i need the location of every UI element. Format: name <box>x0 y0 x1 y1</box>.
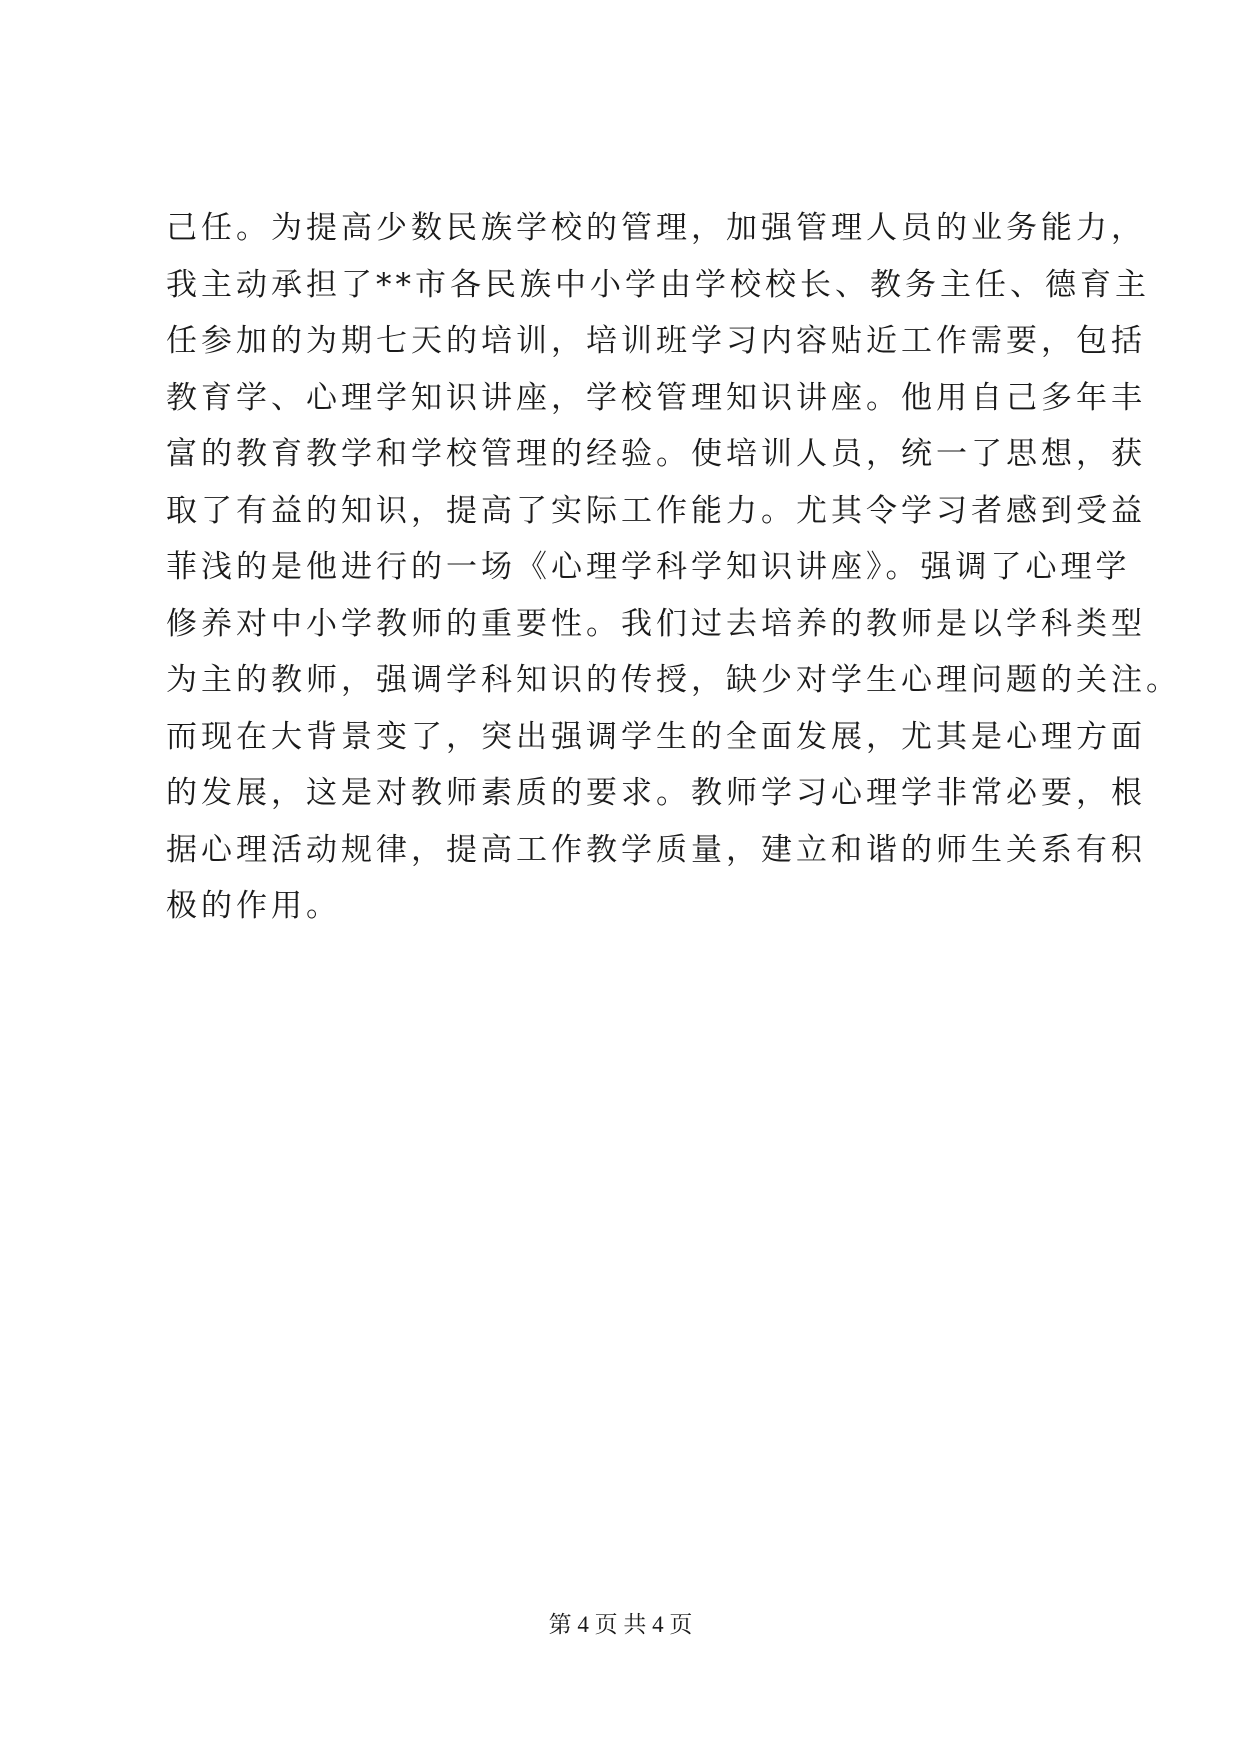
paragraph-line: 教育学、心理学知识讲座，学校管理知识讲座。他用自己多年丰 <box>166 379 1146 416</box>
paragraph-line: 富的教育教学和学校管理的经验。使培训人员，统一了思想，获 <box>166 436 1146 472</box>
paragraph-line: 菲浅的是他进行的一场《心理学科学知识讲座》。强调了心理学 <box>166 549 1131 585</box>
paragraph-line: 的发展，这是对教师素质的要求。教师学习心理学非常必要，根 <box>166 775 1146 811</box>
page-number-footer: 第 4 页 共 4 页 <box>548 1612 693 1637</box>
paragraph-line: 任参加的为期七天的培训，培训班学习内容贴近工作需要，包括 <box>166 323 1146 359</box>
paragraph-line: 取了有益的知识，提高了实际工作能力。尤其令学习者感到受益 <box>166 492 1146 529</box>
paragraph-line: 据心理活动规律，提高工作教学质量，建立和谐的师生关系有积 <box>166 831 1146 868</box>
paragraph-line: 而现在大背景变了，突出强调学生的全面发展，尤其是心理方面 <box>166 718 1146 755</box>
paragraph-line: 我主动承担了**市各民族中小学由学校校长、教务主任、德育主 <box>166 266 1150 303</box>
paragraph-line: 极的作用。 <box>166 888 341 924</box>
paragraph-line: 己任。为提高少数民族学校的管理，加强管理人员的业务能力， <box>166 210 1146 246</box>
paragraph-line: 修养对中小学教师的重要性。我们过去培养的教师是以学科类型 <box>166 605 1146 642</box>
body-paragraph <box>166 200 1181 935</box>
paragraph-line: 为主的教师，强调学科知识的传授，缺少对学生心理问题的关注。 <box>166 662 1181 698</box>
